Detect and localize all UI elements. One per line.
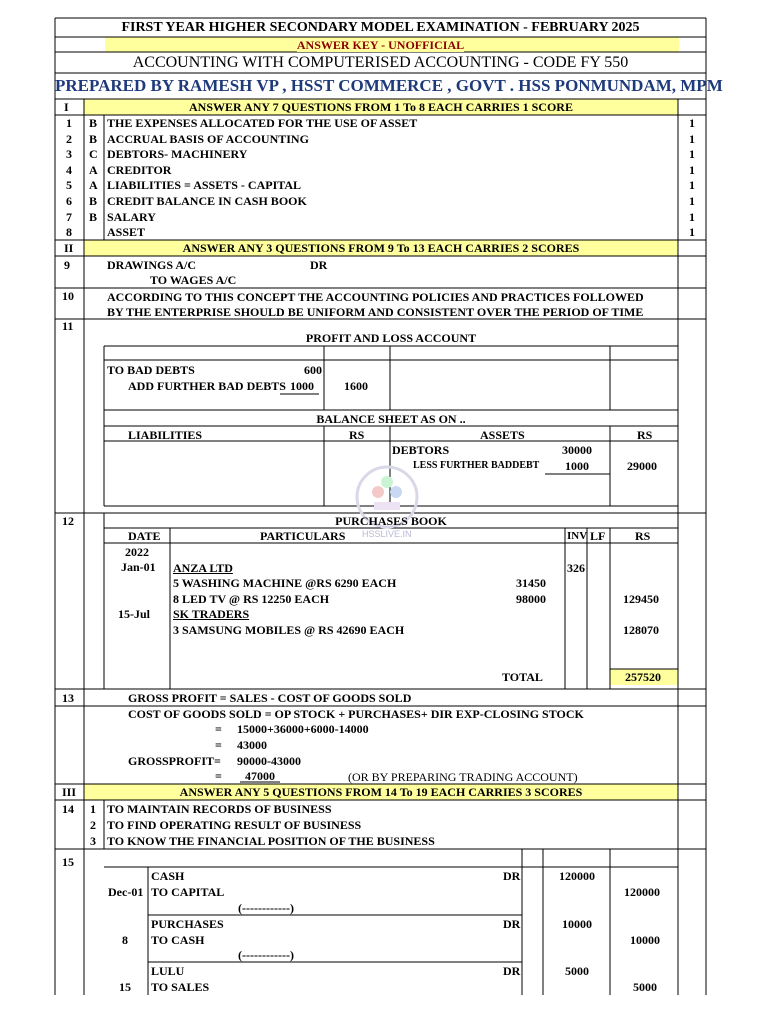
answer-text: CREDIT BALANCE IN CASH BOOK bbox=[107, 194, 307, 208]
item-line: 8 LED TV @ RS 12250 EACH bbox=[173, 592, 330, 606]
question-number: 7 bbox=[66, 210, 72, 224]
add-further-amount: 1000 bbox=[290, 379, 314, 393]
exam-title: FIRST YEAR HIGHER SECONDARY MODEL EXAMINATION - FEBRUARY 2025 bbox=[121, 20, 640, 35]
debit-marker: DR bbox=[503, 869, 521, 883]
section-heading: ANSWER ANY 3 QUESTIONS FROM 9 To 13 EACH CARRIES 2 SCORES bbox=[182, 241, 580, 255]
formula-line: 15000+36000+6000-14000 bbox=[237, 722, 369, 736]
entry-year: 2022 bbox=[125, 545, 149, 559]
question-number: 11 bbox=[62, 319, 74, 333]
answer-key-label: ANSWER KEY - UNOFFICIAL bbox=[296, 38, 465, 52]
credit-amount: 10000 bbox=[630, 933, 660, 947]
objective-number: 3 bbox=[90, 834, 96, 848]
question-number: 8 bbox=[66, 225, 72, 239]
col-rs: RS bbox=[635, 529, 651, 543]
journal-debit: CASH bbox=[151, 869, 185, 883]
answer-text: ACCRUAL BASIS OF ACCOUNTING bbox=[107, 132, 309, 146]
score-value: 1 bbox=[689, 210, 695, 224]
equals-sign: = bbox=[215, 722, 222, 736]
answer-text: SALARY bbox=[107, 210, 156, 224]
question-number: 13 bbox=[62, 691, 74, 705]
journal-credit: TO CAPITAL bbox=[151, 885, 225, 899]
party-name: SK TRADERS bbox=[173, 607, 250, 621]
question-number: 10 bbox=[62, 289, 74, 303]
part-number: I bbox=[64, 100, 69, 114]
invoice-number: 326 bbox=[567, 561, 585, 575]
col-inv: INV bbox=[567, 530, 588, 542]
question-number: 5 bbox=[66, 178, 72, 192]
bad-debts-label: TO BAD DEBTS bbox=[107, 363, 195, 377]
answer-text: BY THE ENTERPRISE SHOULD BE UNIFORM AND CONSISTENT OVER THE PERIOD OF TIME bbox=[107, 305, 644, 319]
col-lf: LF bbox=[590, 529, 606, 543]
score-value: 1 bbox=[689, 194, 695, 208]
gross-profit-result: 47000 bbox=[245, 769, 275, 783]
credit-amount: 5000 bbox=[633, 980, 657, 994]
col-particulars: PARTICULARS bbox=[260, 529, 346, 543]
bad-debts-amount: 600 bbox=[304, 363, 322, 377]
question-number: 14 bbox=[62, 802, 74, 816]
objective-text: TO FIND OPERATING RESULT OF BUSINESS bbox=[107, 818, 362, 832]
subtotal-amount: 129450 bbox=[623, 592, 659, 606]
item-amount: 98000 bbox=[516, 592, 546, 606]
journal-debit: LULU bbox=[151, 964, 185, 978]
formula-line: 90000-43000 bbox=[237, 754, 301, 768]
question-number: 1 bbox=[66, 116, 72, 130]
narration: (------------) bbox=[238, 901, 294, 915]
objective-text: TO KNOW THE FINANCIAL POSITION OF THE BUSINESS bbox=[107, 834, 435, 848]
formula-line: GROSSPROFIT= bbox=[128, 754, 221, 768]
add-further-label: ADD FURTHER BAD DEBTS bbox=[128, 379, 286, 393]
prepared-by: PREPARED BY RAMESH VP , HSST COMMERCE , GOVT . HSS PONMUNDAM, MPM bbox=[55, 76, 723, 95]
party-name: ANZA LTD bbox=[173, 561, 233, 575]
pl-account-title: PROFIT AND LOSS ACCOUNT bbox=[305, 331, 477, 345]
score-value: 1 bbox=[689, 116, 695, 130]
entry-date: 8 bbox=[122, 933, 128, 947]
part-number: III bbox=[62, 785, 77, 799]
section-heading: ANSWER ANY 5 QUESTIONS FROM 14 To 19 EACH CARRIES 3 SCORES bbox=[179, 785, 583, 799]
answer-text: ACCORDING TO THIS CONCEPT THE ACCOUNTING POLICIES AND PRACTICES FOLLOWED bbox=[107, 290, 644, 304]
debit-amount: 120000 bbox=[559, 869, 595, 883]
question-number: 4 bbox=[66, 163, 72, 177]
journal-credit: TO SALES bbox=[151, 980, 210, 994]
journal-debit: PURCHASES bbox=[151, 917, 224, 931]
subtotal-amount: 128070 bbox=[623, 623, 659, 637]
equals-sign: = bbox=[215, 769, 222, 783]
option-letter: B bbox=[89, 116, 98, 130]
option-letter: B bbox=[89, 210, 98, 224]
score-value: 1 bbox=[689, 178, 695, 192]
formula-line: 43000 bbox=[237, 738, 267, 752]
total-label: TOTAL bbox=[502, 670, 543, 684]
formula-line: COST OF GOODS SOLD = OP STOCK + PURCHASES+ DIR EXP-CLOSING STOCK bbox=[128, 707, 584, 721]
entry-date: Dec-01 bbox=[108, 885, 144, 899]
debtors-label: DEBTORS bbox=[392, 443, 450, 457]
option-letter: B bbox=[89, 132, 98, 146]
question-number: 9 bbox=[64, 258, 70, 272]
assets-header: ASSETS bbox=[480, 428, 525, 442]
option-letter: B bbox=[89, 194, 98, 208]
journal-credit: TO WAGES A/C bbox=[150, 273, 237, 287]
question-number: 3 bbox=[66, 147, 72, 161]
question-number: 2 bbox=[66, 132, 72, 146]
part-number: II bbox=[64, 241, 74, 255]
answer-text: LIABILITIES = ASSETS - CAPITAL bbox=[107, 178, 302, 192]
less-baddebt-label: LESS FURTHER BADDEBT bbox=[413, 460, 540, 471]
credit-amount: 120000 bbox=[624, 885, 660, 899]
entry-date: Jan-01 bbox=[121, 560, 156, 574]
debit-amount: 5000 bbox=[565, 964, 589, 978]
answer-key-banner bbox=[55, 38, 706, 52]
score-value: 1 bbox=[689, 225, 695, 239]
journal-credit: TO CASH bbox=[151, 933, 205, 947]
debit-amount: 10000 bbox=[562, 917, 592, 931]
question-number: 6 bbox=[66, 194, 72, 208]
rs-header: RS bbox=[349, 428, 365, 442]
pl-total: 1600 bbox=[344, 379, 368, 393]
debit-marker: DR bbox=[503, 917, 521, 931]
debit-marker: DR bbox=[310, 258, 328, 272]
entry-date: 15 bbox=[119, 980, 131, 994]
formula-line: GROSS PROFIT = SALES - COST OF GOODS SOLD bbox=[128, 691, 412, 705]
entry-date: 15-Jul bbox=[118, 607, 151, 621]
equals-sign: = bbox=[215, 738, 222, 752]
subject-title: ACCOUNTING WITH COMPUTERISED ACCOUNTING - CODE FY 550 bbox=[132, 54, 629, 71]
objective-text: TO MAINTAIN RECORDS OF BUSINESS bbox=[107, 802, 332, 816]
option-letter: A bbox=[89, 163, 98, 177]
rs-header: RS bbox=[637, 428, 653, 442]
section-heading: ANSWER ANY 7 QUESTIONS FROM 1 To 8 EACH CARRIES 1 SCORE bbox=[189, 100, 573, 114]
answer-text: DEBTORS- MACHINERY bbox=[107, 147, 248, 161]
purchases-book-title: PURCHASES BOOK bbox=[335, 514, 447, 528]
item-line: 3 SAMSUNG MOBILES @ RS 42690 EACH bbox=[173, 623, 405, 637]
narration: (------------) bbox=[238, 948, 294, 962]
option-letter: C bbox=[89, 147, 98, 161]
debit-marker: DR bbox=[503, 964, 521, 978]
objective-number: 1 bbox=[90, 802, 96, 816]
watermark-text: HSSLIVE.IN bbox=[362, 529, 412, 539]
liabilities-header: LIABILITIES bbox=[128, 428, 203, 442]
item-amount: 31450 bbox=[516, 576, 546, 590]
option-letter: A bbox=[89, 178, 98, 192]
score-value: 1 bbox=[689, 132, 695, 146]
question-number: 12 bbox=[62, 514, 74, 528]
less-baddebt-amount: 1000 bbox=[565, 459, 589, 473]
total-amount: 257520 bbox=[625, 670, 661, 684]
alternative-note: (OR BY PREPARING TRADING ACCOUNT) bbox=[348, 770, 578, 784]
answer-text: THE EXPENSES ALLOCATED FOR THE USE OF ASSET bbox=[107, 116, 418, 130]
net-debtors: 29000 bbox=[627, 459, 657, 473]
score-value: 1 bbox=[689, 163, 695, 177]
answer-text: CREDITOR bbox=[107, 163, 172, 177]
balance-sheet-title: BALANCE SHEET AS ON .. bbox=[316, 412, 466, 426]
debtors-amount: 30000 bbox=[562, 443, 592, 457]
question-number: 15 bbox=[62, 855, 74, 869]
item-line: 5 WASHING MACHINE @RS 6290 EACH bbox=[173, 576, 397, 590]
journal-debit: DRAWINGS A/C bbox=[107, 258, 197, 272]
score-value: 1 bbox=[689, 147, 695, 161]
answer-text: ASSET bbox=[107, 225, 146, 239]
col-date: DATE bbox=[128, 529, 161, 543]
objective-number: 2 bbox=[90, 818, 96, 832]
